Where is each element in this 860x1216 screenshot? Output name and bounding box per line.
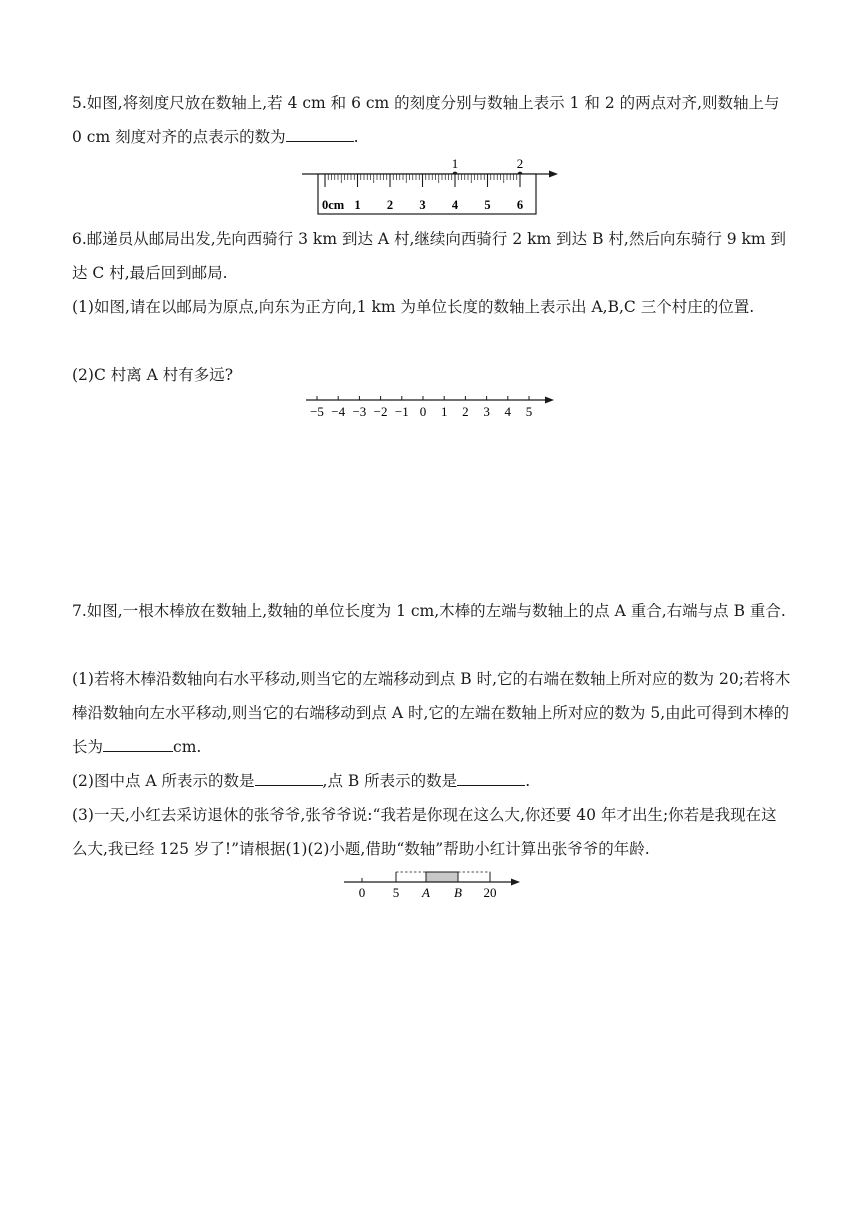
q6-part-1: (1)如图,请在以邮局为原点,向东为正方向,1 km 为单位长度的数轴上表示出 A,B,C 三个村庄的位置. [72, 298, 755, 316]
q5-text: 5.如图,将刻度尺放在数轴上,若 4 cm 和 6 cm 的刻度分别与数轴上表示 1 和 2 的两点对齐,则数轴上与 0 cm 刻度对齐的点表示的数为 [72, 94, 780, 146]
q6-tick-label: −2 [373, 404, 388, 419]
q6-tick-label: −4 [331, 404, 346, 419]
q6-number-line[interactable] [302, 394, 562, 422]
q7-label-5: 5 [392, 885, 400, 900]
q7-part-2: (2)图中点 A 所表示的数是 ,点 B 所表示的数是 . [72, 764, 792, 798]
q5-axis-label-1: 1 [451, 156, 459, 171]
q5-ruler-figure [300, 156, 560, 218]
q7-point-a-blank[interactable] [255, 767, 323, 786]
q7-length-blank[interactable] [103, 733, 173, 752]
q7-label-b: B [454, 885, 462, 900]
q7-label-20: 20 [483, 885, 497, 900]
q7-part-1: (1)若将木棒沿数轴向右水平移动,则当它的左端移动到点 B 时,它的右端在数轴上所对应的数为 20;若将木棒沿数轴向左水平移动,则当它的右端移动到点 A 时,它的左端在数轴上所对应的数为 5,由此可得到木棒的长为 cm. [72, 670, 791, 756]
q6-part-2: (2)C 村离 A 村有多远? [72, 366, 234, 384]
q7-part-3: (3)一天,小红去采访退休的张爷爷,张爷爷说:“我若是你现在这么大,你还要 40 年才出生;你若是我现在这么大,我已经 125 岁了!”请根据(1)(2)小题,借助“数轴”帮助小红计算出张爷爷的年龄. [72, 806, 777, 858]
q6-tick-label: −3 [352, 404, 367, 419]
q5-ruler-label-1: 1 [354, 198, 361, 212]
q6-tick-label: 3 [483, 404, 490, 419]
q7-stick-figure [340, 868, 525, 900]
q6-tick-label: 0 [419, 404, 427, 419]
q6-tick-label: −1 [394, 404, 409, 419]
q7-stick [426, 872, 458, 882]
q5-ruler-label-0cm: 0cm [322, 198, 345, 212]
q5-ruler-label-5: 5 [484, 198, 491, 212]
q6-tick-label: 5 [525, 404, 533, 419]
q5-ruler-label-6: 6 [516, 198, 524, 212]
q6-tick-label: 2 [462, 404, 469, 419]
q5-answer-blank[interactable] [286, 123, 354, 142]
question-6: 6.邮递员从邮局出发,先向西骑行 3 km 到达 A 村,继续向西骑行 2 km 到达 B 村,然后向东骑行 9 km 到达 C 村,最后回到邮局. [72, 230, 787, 282]
q5-ruler-label-3: 3 [419, 198, 426, 212]
q5-ruler-label-4: 4 [451, 198, 459, 212]
q7-label-0: 0 [358, 885, 366, 900]
q7-label-a: A [422, 885, 430, 900]
q6-tick-label: −5 [310, 404, 324, 419]
q6-tick-label: 1 [440, 404, 448, 419]
q5-ruler-label-2: 2 [386, 198, 394, 212]
q6-tick-label: 4 [504, 404, 512, 419]
q5-axis-label-2: 2 [516, 156, 524, 171]
question-7: 7.如图,一根木棒放在数轴上,数轴的单位长度为 1 cm,木棒的左端与数轴上的点 A 重合,右端与点 B 重合. [72, 602, 786, 620]
q7-point-b-blank[interactable] [457, 767, 525, 786]
question-5: 5.如图,将刻度尺放在数轴上,若 4 cm 和 6 cm 的刻度分别与数轴上表示 1 和 2 的两点对齐,则数轴上与 0 cm 刻度对齐的点表示的数为 . [72, 94, 780, 146]
